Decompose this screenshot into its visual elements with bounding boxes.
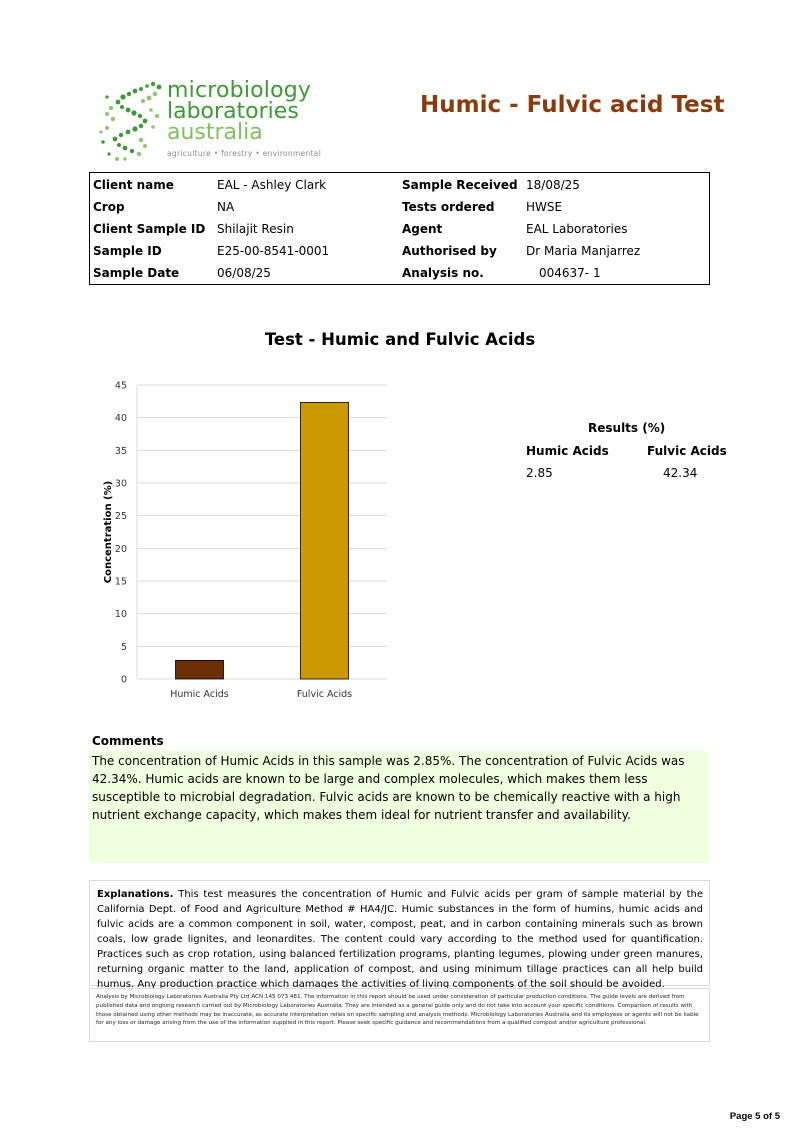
results-fulvic-header: Fulvic Acids — [647, 444, 727, 458]
sample-received-label: Sample Received — [402, 178, 518, 192]
results-title: Results (%) — [588, 421, 666, 435]
y-tick-label: 35 — [114, 445, 127, 457]
results-humic-header: Humic Acids — [526, 444, 609, 458]
logo-tagline: agriculture • forestry • environmental — [167, 149, 322, 158]
y-tick-label: 0 — [120, 674, 127, 686]
comments-text: The concentration of Humic Acids in this sample was 2.85%. The concentration of Fulvic Acids was 42.34%. Humic acids are known to be large and complex molecules, which makes them less susceptible to microbial degradation. Fulvic acids are known to be chemically reactive with a high nutrient exchange capacity, which makes them ideal for nutrient transfer and availability. — [92, 754, 685, 822]
company-logo — [95, 80, 325, 162]
logo-dna-icon — [95, 80, 167, 162]
info-row-client — [90, 174, 709, 196]
report-title: Humic - Fulvic acid Test — [420, 92, 725, 118]
agent-label: Agent — [402, 222, 443, 236]
explanations-text — [97, 887, 703, 992]
tests-ordered-value: HWSE — [526, 200, 563, 214]
chart-title: Test - Humic and Fulvic Acids — [264, 330, 536, 349]
y-tick-label: 45 — [114, 380, 127, 392]
bar — [301, 402, 349, 679]
x-tick-label: Fulvic Acids — [296, 689, 353, 700]
client-sample-id-label: Client Sample ID — [93, 222, 206, 236]
comments-label: Comments — [92, 734, 164, 748]
x-tick-label: Humic Acids — [170, 689, 229, 700]
authorised-by-value: Dr Maria Manjarrez — [526, 244, 641, 258]
disclaimer-box — [89, 988, 710, 1042]
analysis-no-label: Analysis no. — [402, 266, 484, 280]
comments-box — [89, 751, 709, 863]
explanations-body: This test measures the concentration of Humic and Fulvic acids per gram of sample material by the California Dept. of Food and Agriculture Method # HA4/JC. Humic substances in the form of humins, humic acids and fulvic acids are a common component in soil, water, compost, peat, and in carbon containing minerals such as brown coals, low grade lignites, and leonardites. The content could vary according to the method used for quantification. Practices such as crop rotation, using balanced fertilization programs, planting legumes, plowing under green manures, returning organic matter to the land, application of compost, and using minimum tillage practices can all help build humus. Any production practice which damages the activities of living components of the soil should be avoided. — [97, 889, 703, 990]
crop-value: NA — [217, 200, 235, 214]
logo-text-line1: microbiology — [167, 78, 312, 103]
analysis-no-value: 004637- 1 — [539, 266, 601, 280]
explanations-label: Explanations. — [97, 889, 174, 900]
disclaimer-text: Analysis by Microbiology Laboratories Australia Pty Ltd ACN 145 073 481. The information in this report should be used under consideration of particular production conditions. The guide levels are derived from published data and ongoing research carried out by Microbiology Laboratories Australia. They are intended as a general guide only and do not take into account your specific conditions. Comparison of results with those obtained using other methods may be inaccurate, as accurate interpretation relies on specific sampling and analysis methods. Microbiology Laboratories Australia and its employees or agents will not be liable for any loss or damage arising from the use of the information supplied in this report. Please seek specific guidance and recommendations from a qualified compost and/or agriculture professional. — [96, 994, 699, 1027]
page-number: Page 5 of 5 — [729, 1111, 780, 1122]
y-tick-label: 15 — [114, 576, 127, 588]
results-humic-value: 2.85 — [526, 466, 553, 480]
y-tick-label: 10 — [114, 609, 127, 621]
client-sample-id-value: Shilajit Resin — [217, 222, 294, 236]
y-axis-label: Concentration (%) — [103, 480, 114, 584]
bar-chart — [95, 375, 405, 705]
results-fulvic-value: 42.34 — [663, 466, 698, 480]
bar — [176, 660, 224, 679]
sample-date-value: 06/08/25 — [217, 266, 271, 280]
sample-received-value: 18/08/25 — [526, 178, 580, 192]
y-tick-label: 30 — [114, 478, 127, 490]
crop-label: Crop — [93, 200, 125, 214]
y-tick-label: 20 — [114, 543, 127, 555]
sample-id-label: Sample ID — [93, 244, 162, 258]
sample-info-table — [89, 172, 710, 285]
sample-date-label: Sample Date — [93, 266, 180, 280]
tests-ordered-label: Tests ordered — [402, 200, 495, 214]
y-tick-label: 5 — [120, 641, 127, 653]
client-name-value: EAL - Ashley Clark — [217, 178, 327, 192]
agent-value: EAL Laboratories — [526, 222, 628, 236]
y-tick-label: 25 — [114, 511, 127, 523]
logo-text-line3: australia — [167, 120, 263, 145]
info-row-sample-date — [90, 262, 709, 284]
info-row-client-sample — [90, 218, 709, 240]
y-tick-label: 40 — [114, 413, 127, 425]
authorised-by-label: Authorised by — [402, 244, 497, 258]
logo-text-line2: laboratories — [167, 99, 299, 124]
sample-id-value: E25-00-8541-0001 — [217, 244, 330, 258]
client-name-label: Client name — [93, 178, 174, 192]
explanations-box — [89, 880, 710, 990]
info-row-sample-id — [90, 240, 709, 262]
info-row-crop — [90, 196, 709, 218]
